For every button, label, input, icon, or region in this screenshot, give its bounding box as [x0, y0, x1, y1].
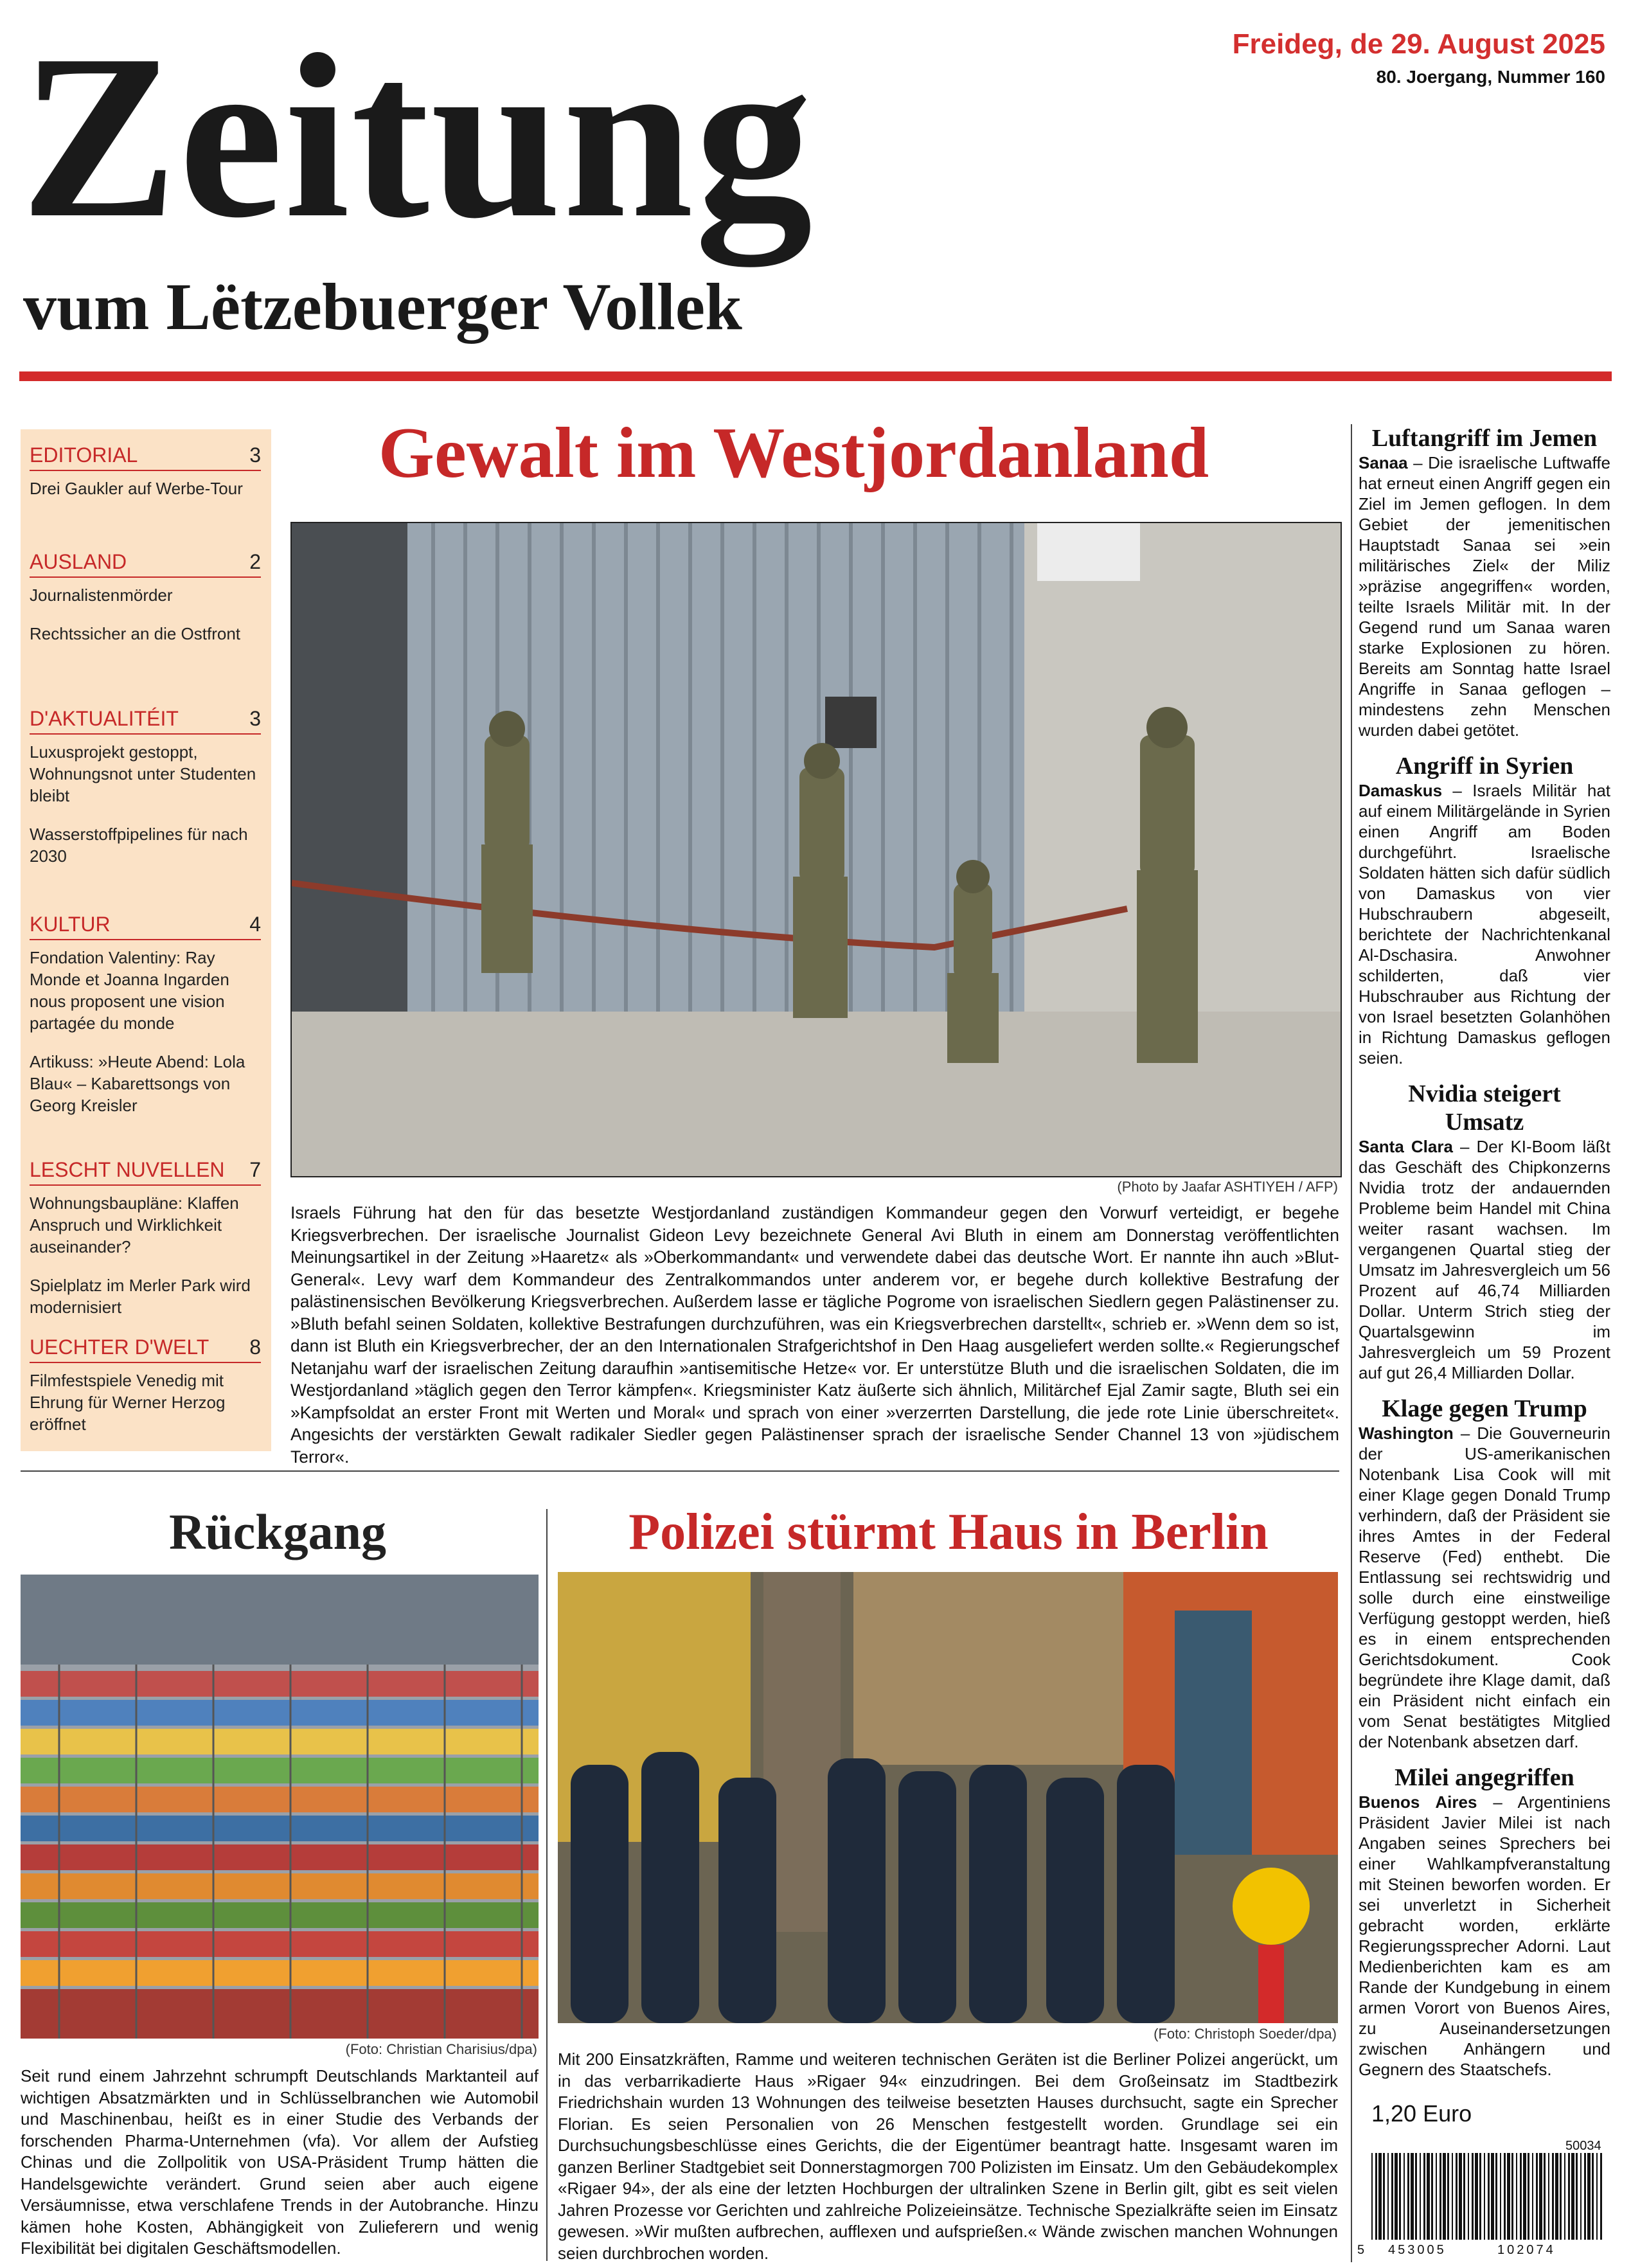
toc-section-ausland[interactable]: [30, 550, 261, 645]
barcode-bar: [1576, 2153, 1578, 2240]
barcode-bar: [1600, 2153, 1602, 2240]
barcode-bar: [1375, 2153, 1377, 2240]
toc-item[interactable]: Drei Gaukler auf Werbe-Tour: [30, 479, 243, 498]
toc-page-number: 3: [249, 707, 261, 730]
toc-section-editorial[interactable]: [30, 443, 261, 499]
lead-photo-caption: (Photo by Jaafar ASHTIYEH / AFP): [1117, 1179, 1338, 1195]
barcode-bar: [1436, 2153, 1437, 2240]
header-divider: [19, 371, 1612, 381]
toc-item[interactable]: Rechtssicher an die Ostfront: [30, 624, 241, 643]
barcode-bar: [1592, 2153, 1594, 2240]
brief-headline: Angriff in Syrien: [1395, 753, 1574, 780]
barcode-bar: [1472, 2153, 1474, 2240]
barcode-bar: [1475, 2153, 1478, 2240]
ruckgang-article-body: Seit rund einem Jahrzehnt schrumpft Deutschlands Marktanteil auf wichtigen Absatzmärkten und in Schlüsselbranchen wie Automobil und Maschinenbau, heißt es in einer Studie des Verbands der forschenden Pharma-Unternehmen (vfa). Vor allem der Aufstieg Chinas und die Zollpolitik von USA-Präsident Trump hätten die Handelsgewichte verändert. Grund seien aber auch eigene Versäumnisse, etwa verschlafene Trends in der Autobranche. Hinzu kämen hohe Kosten, Abhängigkeit von Zulieferern und wenig Flexibilität bei digitalen Geschäftsmodellen.: [21, 2066, 539, 2258]
barcode-bar: [1560, 2153, 1562, 2240]
barcode-bar: [1564, 2153, 1565, 2240]
toc-section-title: LESCHT NUVELLEN: [30, 1158, 225, 1181]
barcode-bar: [1383, 2153, 1385, 2240]
brief-text: – Die Gouverneurin der US-amerikanischen Notenbank Lisa Cook will mit einer Klage gegen Donald Trump verhindern, daß der Präsident sie ihres Amtes in der Federal Reserve (Fed) enthebt. Die Entlassung sei rechtswidrig und solle durch eine einstweilige Verfügung gestoppt werden, hieß es in einem entsprechenden Gerichtsdokument. Cook begründete ihre Klage damit, daß ein Präsident nicht einfach ein vom Senat bestätigtes Mitglied der Notenbank absetzen darf.: [1359, 1424, 1610, 1751]
toc-page-number: 7: [249, 1158, 261, 1181]
toc-section-aktualiteit[interactable]: [30, 707, 261, 867]
brief-headline: Milei angegriffen: [1395, 1764, 1574, 1791]
barcode-bar: [1587, 2153, 1591, 2240]
barcode-bar: [1447, 2153, 1449, 2240]
toc-section-uechter-dwelt[interactable]: [30, 1335, 261, 1435]
barcode-bar: [1536, 2153, 1538, 2240]
barcode-bar: [1391, 2153, 1393, 2240]
toc-section-title: UECHTER D'WELT: [30, 1335, 209, 1359]
barcode-bar: [1500, 2153, 1501, 2240]
barcode-bar: [1395, 2153, 1398, 2240]
barcode-bar: [1378, 2153, 1382, 2240]
berlin-article-body: Mit 200 Einsatzkräften, Ramme und weiteren technischen Geräten ist die Berliner Polizei angerückt, um in das verbarrikadierte Haus »Rigaer 94« einzudringen. Bei dem Großeinsatz im Stadtbezirk Friedrichshain wurden 13 Wohnungen des teilweise besetzten Hauses durchsucht, sagte ein Sprecher Florian. Es seien Personalien von 26 Menschen festgestellt worden. Grundlage sei ein Durchsuchungsbeschlüsse eines Gerichts, die der Eigentümer beantragt hatte. Insgesamt waren im ganzen Berliner Stadtgebiet seit Donnerstagmorgen 700 Polizisten im Einsatz. Um den Gebäudekomplex «Rigaer 94», der als eine der letzten Hochburgen der ultralinken Szene in Berlin gilt, gibt es seit vielen Jahren Prozesse vor Gerichten und zahlreiche Polizeieinsätze. Technische Spezialkräfte seien im Einsatz gewesen. »Wir mußten aufbrechen, aufflexen und aufsprießen.« Wände zwischen manchen Wohnungen seien durchbrochen worden.: [558, 2049, 1338, 2263]
toc-section-title: AUSLAND: [30, 550, 127, 573]
brief-trump[interactable]: [1359, 1395, 1610, 1752]
barcode-bar: [1431, 2153, 1433, 2240]
container-port-illustration: [21, 1575, 539, 2039]
contents-sidebar: [21, 429, 271, 1451]
toc-item[interactable]: Fondation Valentiny: Ray Monde et Joanna Ingarden nous proposent une vision partagée du monde: [30, 948, 229, 1033]
ruckgang-photo[interactable]: [21, 1575, 539, 2039]
berlin-headline[interactable]: Polizei stürmt Haus in Berlin: [628, 1504, 1269, 1560]
brief-headline: Klage gegen Trump: [1382, 1395, 1587, 1422]
barcode-bar: [1511, 2153, 1513, 2240]
toc-section-lescht-nuvellen[interactable]: [30, 1158, 261, 1318]
barcode-bar: [1468, 2153, 1469, 2240]
barcode: [1369, 2153, 1607, 2240]
brief-syrien[interactable]: [1359, 752, 1610, 1068]
toc-item[interactable]: Artikuss: »Heute Abend: Lola Blau« – Kabarettsongs von Georg Kreisler: [30, 1052, 245, 1115]
barcode-bar: [1584, 2153, 1586, 2240]
barcode-bar: [1571, 2153, 1574, 2240]
lead-headline[interactable]: Gewalt im Westjordanland: [378, 413, 1209, 493]
column-rule-middle: [546, 1509, 548, 2261]
toc-page-number: 3: [249, 443, 261, 467]
toc-item[interactable]: Journalistenmörder: [30, 585, 173, 605]
barcode-bar: [1387, 2153, 1389, 2240]
barcode-bar: [1548, 2153, 1549, 2240]
toc-item[interactable]: Wohnungsbaupläne: Klaffen Anspruch und Wirklichkeit auseinander?: [30, 1193, 239, 1256]
lead-photo[interactable]: [290, 522, 1342, 1177]
berlin-photo[interactable]: [558, 1572, 1338, 2023]
barcode-bar: [1479, 2153, 1481, 2240]
barcode-bar: [1443, 2153, 1446, 2240]
masthead-subtitle: vum Lëtzebuerger Vollek: [23, 270, 742, 344]
barcode-bar: [1411, 2153, 1414, 2240]
brief-headline: Luftangriff im Jemen: [1371, 425, 1598, 452]
barcode-bar: [1580, 2153, 1582, 2240]
masthead-title: Zeitung: [21, 6, 814, 267]
brief-text: – Israels Militär hat auf einem Militärgelände in Syrien einen Angriff am Boden durchgeführt. Israelische Soldaten hätten sich dafür südlich von Damaskus von vier Hubschraubern abgeseilt, berichtete der Nachrichtenkanal Al-Dschasira. Anwohner schilderten, daß vier Hubschrauber aus Richtung der von Israel besetzten Golanhöhen in Richtung Damaskus geflogen seien.: [1359, 781, 1610, 1067]
brief-place: Buenos Aires: [1359, 1792, 1477, 1812]
barcode-digit-left: 5: [1357, 2243, 1365, 2257]
barcode-bar: [1459, 2153, 1462, 2240]
section-divider: [21, 1470, 1339, 1472]
barcode-bar: [1491, 2153, 1494, 2240]
police-raid-illustration: [558, 1572, 1338, 2023]
barcode-bar: [1507, 2153, 1510, 2240]
barcode-bar: [1516, 2153, 1517, 2240]
toc-section-title: EDITORIAL: [30, 443, 138, 467]
toc-page-number: 2: [249, 550, 261, 573]
barcode-bar: [1404, 2153, 1405, 2240]
brief-text: – Die israelische Luftwaffe hat erneut einen Angriff gegen ein Ziel im Jemen geflogen. In dem Gebiet der jemenitischen Hauptstadt Sanaa sei »ein militärisches Ziel« der Miliz »präzise angegriffen« worden, teilte Israels Militär mit. In der Gegend rund um Sanaa waren starke Explosionen zu hören. Bereits am Sonntag hatte Israel Angriffe in Sanaa geflogen – mindestens zehn Menschen wurden dabei getötet.: [1359, 453, 1610, 740]
brief-nvidia[interactable]: [1359, 1080, 1610, 1383]
barcode-bar: [1568, 2153, 1570, 2240]
barcode-bar: [1504, 2153, 1506, 2240]
barcode-bar: [1423, 2153, 1425, 2240]
barcode-bar: [1371, 2153, 1373, 2240]
barcode-bar: [1456, 2153, 1457, 2240]
barcode-bar: [1415, 2153, 1417, 2240]
ruckgang-photo-caption: (Foto: Christian Charisius/dpa): [345, 2041, 537, 2057]
barcode-bar: [1528, 2153, 1529, 2240]
toc-page-number: 4: [249, 913, 261, 936]
barcode-addon-number: 50034: [1565, 2139, 1601, 2153]
barcode-bar: [1488, 2153, 1490, 2240]
toc-item[interactable]: Luxusprojekt gestoppt, Wohnungsnot unter Studenten bleibt: [30, 742, 256, 805]
barcode-bar: [1555, 2153, 1558, 2240]
toc-item[interactable]: Spielplatz im Merler Park wird modernisiert: [30, 1276, 251, 1317]
brief-text: – Argentiniens Präsident Javier Milei ist nach Angaben seines Sprechers bei einer Wahlkampfveranstaltung mit Steinen beworfen worden. Er sei unverletzt in Sicherheit gebracht worden, erklärte Regierungssprecher Adorni. Laut Medienberichten kam es am Rande der Kundgebung in einem armen Vorort von Buenos Aires, zu Auseinandersetzungen zwischen Anhängern und Gegnern des Staatschefs.: [1359, 1792, 1610, 2079]
brief-headline: Nvidia steigert Umsatz: [1408, 1080, 1561, 1136]
barcode-bar: [1439, 2153, 1441, 2240]
brief-text: – Der KI-Boom läßt das Geschäft des Chipkonzerns Nvidia trotz der andauernden Probleme beim Handel mit China weiter rasant wachsen. Im vergangenen Quartal stieg der Umsatz im Jahresvergleich um 56 Prozent auf 46,74 Milliarden Dollar. Unterm Strich stieg der Quartalsgewinn im Jahresvergleich um 59 Prozent auf gut 26,4 Milliarden Dollar.: [1359, 1137, 1610, 1382]
brief-jemen[interactable]: [1359, 424, 1610, 740]
column-rule-right: [1351, 424, 1352, 2262]
berlin-photo-caption: (Foto: Christoph Soeder/dpa): [1154, 2026, 1337, 2042]
brief-place: Santa Clara: [1359, 1137, 1453, 1156]
toc-section-title: KULTUR: [30, 913, 111, 936]
toc-page-number: 8: [249, 1335, 261, 1359]
news-brief-column: [1359, 424, 1610, 2080]
barcode-bar: [1399, 2153, 1401, 2240]
barcode-bar: [1427, 2153, 1430, 2240]
barcode-bar: [1484, 2153, 1485, 2240]
barcode-bar: [1407, 2153, 1409, 2240]
barcode-bar: [1552, 2153, 1554, 2240]
soldiers-photo-illustration: [292, 523, 1341, 1176]
ruckgang-headline[interactable]: Rückgang: [168, 1504, 387, 1560]
issue-number: 80. Joergang, Nummer 160: [1376, 67, 1605, 87]
barcode-digits-mid: 453005: [1388, 2243, 1447, 2257]
barcode-bar: [1539, 2153, 1542, 2240]
barcode-bar: [1544, 2153, 1546, 2240]
barcode-bar: [1452, 2153, 1453, 2240]
brief-place: Damaskus: [1359, 781, 1443, 800]
barcode-bar: [1495, 2153, 1497, 2240]
barcode-bar: [1523, 2153, 1526, 2240]
barcode-bar: [1463, 2153, 1465, 2240]
brief-milei[interactable]: [1359, 1764, 1610, 2080]
brief-place: Washington: [1359, 1424, 1454, 1443]
barcode-bar: [1520, 2153, 1522, 2240]
toc-item[interactable]: Filmfestspiele Venedig mit Ehrung für Werner Herzog eröffnet: [30, 1371, 226, 1434]
toc-section-kultur[interactable]: [30, 913, 261, 1116]
barcode-bar: [1596, 2153, 1598, 2240]
barcode-bar: [1532, 2153, 1533, 2240]
barcode-bars: [1369, 2153, 1607, 2240]
issue-date: Freideg, de 29. August 2025: [1232, 28, 1605, 60]
toc-section-title: D'AKTUALITÉIT: [30, 707, 179, 730]
barcode-digits-right: 102074: [1497, 2243, 1556, 2257]
brief-place: Sanaa: [1359, 453, 1408, 472]
toc-item[interactable]: Wasserstoffpipelines für nach 2030: [30, 825, 248, 866]
cover-price: 1,20 Euro: [1371, 2100, 1472, 2127]
barcode-bar: [1420, 2153, 1421, 2240]
lead-article-body: Israels Führung hat den für das besetzte Westjordanland zuständigen Kommandeur gegen den Vorwurf verteidigt, er begehe Kriegsverbrechen. Der israelische Journalist Gideon Levy bezeichnete General Avi Bluth in einem am Donnerstag veröffentlichten Meinungsartikel in der Zeitung »Haaretz« als »Oberkommandant« und verwendete dabei das deutsche Wort. Er nannte ihn auch »Blut-General«. Levy warf dem Kommandeur des Zentralkommandos unter anderem vor, er begehe durch kollektive Bestrafung der palästinensischen Bevölkerung Kriegsverbrechen. Außerdem lasse er tägliche Pogrome von israelischen Siedlern gegen Palästinenser zu. »Bluth befahl seinen Soldaten, kollektive Bestrafungen durchzuführen, was ein Kriegsverbrechen darstellt«, schrieb er. »Wenn dem so ist, dann ist Bluth ein Kriegsverbrecher, der an den Internationalen Strafgerichtshof in Den Haag ausgeliefert werden sollte.« Regierungschef Netanjahu warf der israelischen Zeitung daraufhin »antisemitische Hetze« vor. Er unterstütze Bluth und die israelischen Soldaten, die im Westjordanland »täglich gegen den Terror kämpfen«. Kriegsminister Katz äußerte sich ähnlich, Militärchef Ejal Zamir sagte, Bluth sei ein »Kampfsoldat an erster Front mit Werten und Moral« und sprach von einer »verzerrten Darstellung, die jede rote Linie überschreitet«. Angesichts der verstärkten Gewalt radikaler Siedler gegen Palästinenser sprach der israelische Sender Channel 13 von »jüdischem Terror«.: [290, 1203, 1339, 1467]
